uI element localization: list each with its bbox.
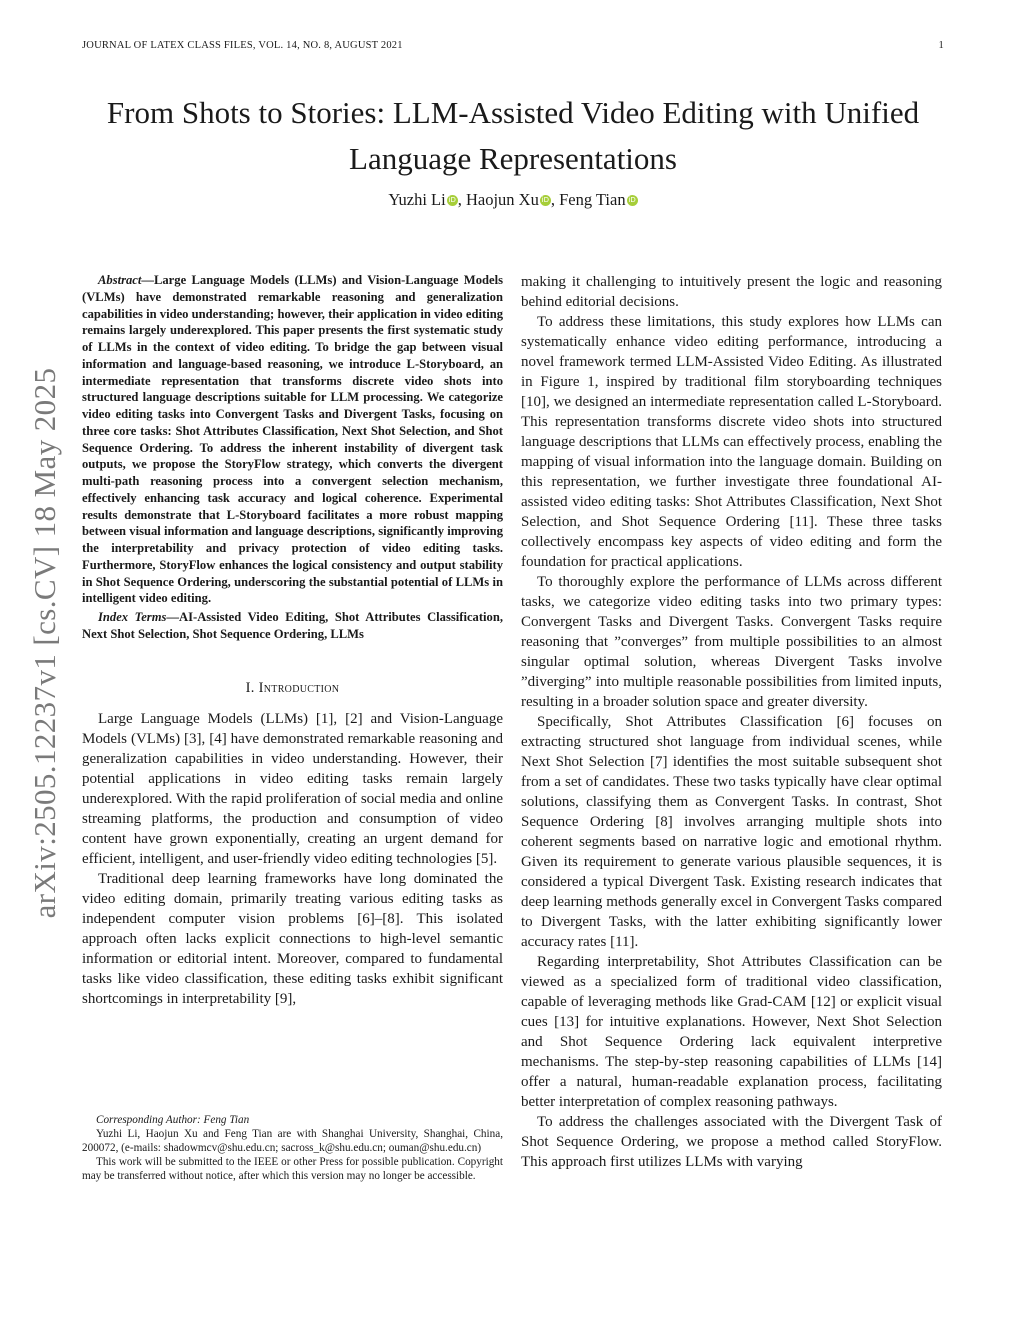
section-number: I. [245,679,259,696]
abstract [82,272,503,607]
abstract-label: Abstract [98,273,142,287]
author-name: Feng Tian [559,190,626,209]
author-separator: , [550,190,560,209]
section-heading [82,680,503,697]
abstract-dash: — [141,273,154,287]
orcid-icon[interactable]: iD [628,196,636,204]
page-number: 1 [938,40,944,51]
journal-header: JOURNAL OF LATEX CLASS FILES, VOL. 14, NO. 8, AUGUST 2021 [82,40,403,51]
orcid-icon[interactable]: iD [541,196,550,204]
body-paragraph: Traditional deep learning frameworks have long dominated the video editing domain, primarily treating various editing tasks as independent computer vision problems [6]–[8]. This isolated approach often lacks explicit connections to high-level semantic information or editorial intent. Moreover, compared to fundamental tasks like video classification, these editing tasks exhibit significant shortcomings in interpretability [9], [82,870,503,1007]
author-list [82,190,944,210]
ieee-notice: This work will be submitted to the IEEE or other Press for possible publication. Copyright may be transferred without notice, after which this version may no longer be accessible. [82,1155,503,1182]
affiliation-note: Yuzhi Li, Haojun Xu and Feng Tian are with Shanghai University, Shanghai, China, 200072, (e-mails: shadowmcv@shu.edu.cn; sacross_k@shu.edu.cn; ouman@shu.edu.cn) [82,1127,503,1154]
section-title: Introduction [258,679,340,696]
body-paragraph: Large Language Models (LLMs) [1], [2] and Vision-Language Models (VLMs) [3], [4] have demonstrated remarkable reasoning and generalization capabilities in video understanding. However, their potential applications in video editing tasks remain largely underexplored. With the rapid proliferation of social media and online streaming platforms, the production and consumption of video content have grown exponentially, creating an urgent demand for efficient, intelligent, and user-friendly video editing technologies [5]. [82,710,503,867]
body-paragraph: making it challenging to intuitively present the logic and reasoning behind editorial decisions. [521,274,942,310]
index-terms-dash: — [166,610,179,624]
index-terms [82,609,503,643]
corresponding-author-note: Corresponding Author: Feng Tian [96,1114,250,1126]
right-column [521,272,942,1172]
footnotes [82,1114,503,1184]
running-header [82,40,944,51]
author-name: Yuzhi Li [388,190,446,209]
orcid-icon[interactable]: iD [448,196,456,204]
body-paragraph: Specifically, Shot Attributes Classification [6] focuses on extracting structured shot language from individual scenes, while Next Shot Selection [7] identifies the most suitable subsequent shot from a set of candidates. These two tasks typically have clear optimal solutions, classifying them as Convergent Tasks. In contrast, Shot Sequence Ordering [8] involves arranging multiple shots into coherent segments based on narrative logic and emotional rhythm. Given its requirement to generate various plausible sequences, it is considered a typical Divergent Task. Existing research indicates that deep learning methods generally excel in Convergent Tasks compared to Divergent Tasks, with the latter exhibiting significantly lower accuracy rates [11]. [521,714,942,950]
author-name: Haojun Xu [465,190,539,209]
index-terms-text: AI-Assisted Video Editing, Shot Attributes Classification, Next Shot Selection, Shot Sequence Ordering, LLMs [82,610,503,641]
arxiv-stamp [27,346,62,940]
abstract-text: Large Language Models (LLMs) and Vision-Language Models (VLMs) have demonstrated remarkable reasoning and generalization capabilities in video understanding; however, their application in video editing remains largely underexplored. This paper presents the first systematic study of LLMs in the context of video editing. To bridge the gap between visual information and language-based reasoning, we introduce L-Storyboard, an intermediate representation that transforms discrete video shots into structured language descriptions suitable for LLM processing. We categorize video editing tasks into Convergent Tasks and Divergent Tasks, focusing on three core tasks: Shot Attributes Classification, Next Shot Selection, and Shot Sequence Ordering. To address the inherent instability of divergent task outputs, we propose the StoryFlow strategy, which converts the divergent multi-path reasoning process into a convergent selection mechanism, effectively enhancing task accuracy and logical coherence. Experimental results demonstrate that L-Storyboard facilitates a more robust mapping between visual information and language descriptions, significantly improving the interpretability and privacy protection of video editing tasks. Furthermore, StoryFlow enhances the logical consistency and output stability in Shot Sequence Ordering, underscoring the substantial potential of LLMs in intelligent video editing. [82,273,503,606]
index-terms-label: Index Terms [98,610,167,624]
arxiv-id: arXiv:2505.12237v1 [cs.CV] 18 May 2025 [27,367,62,919]
body-paragraph: To address the challenges associated with the Divergent Task of Shot Sequence Ordering, we propose a method called StoryFlow. This approach first utilizes LLMs with varying [521,1114,942,1170]
body-paragraph: To address these limitations, this study explores how LLMs can systematically enhance video editing performance, introducing a novel framework termed LLM-Assisted Video Editing. As illustrated in Figure 1, inspired by traditional film storyboarding techniques [10], we designed an intermediate representation called L-Storyboard. This representation transforms discrete video shots into structured language descriptions that LLMs can effectively process, enabling the mapping of visual information into the language domain. Building on this representation, we further investigate three foundational AI-assisted video editing tasks: Shot Attributes Classification, Next Shot Selection, and Shot Sequence Ordering [11]. These three tasks collectively encompass key aspects of video editing and form the foundation for practical applications. [521,314,942,570]
left-column [82,272,503,1009]
author-separator: , [457,190,466,209]
paper-title: From Shots to Stories: LLM-Assisted Video Editing with Unified Language Representations [106,95,920,176]
body-paragraph: Regarding interpretability, Shot Attributes Classification can be viewed as a specialized form of traditional video classification, capable of leveraging methods like Grad-CAM [12] or explicit visual cues [13] for intuitive explanations. However, Next Shot Selection and Shot Sequence Ordering lack equivalent interpretive mechanisms. The step-by-step reasoning capabilities of LLMs [14] offer a natural, human-readable explanation process, facilitating better interpretation of complex reasoning pathways. [521,954,942,1110]
body-paragraph: To thoroughly explore the performance of LLMs across different tasks, we categorize video editing tasks into two primary types: Convergent Tasks and Divergent Tasks. Convergent Tasks require reasoning that ”converges” from multiple possibilities to an almost singular optimal solution, whereas Divergent Tasks involve ”diverging” into multiple reasonable possibilities from limited inputs, resulting in a broader solution space and greater diversity. [521,574,942,710]
